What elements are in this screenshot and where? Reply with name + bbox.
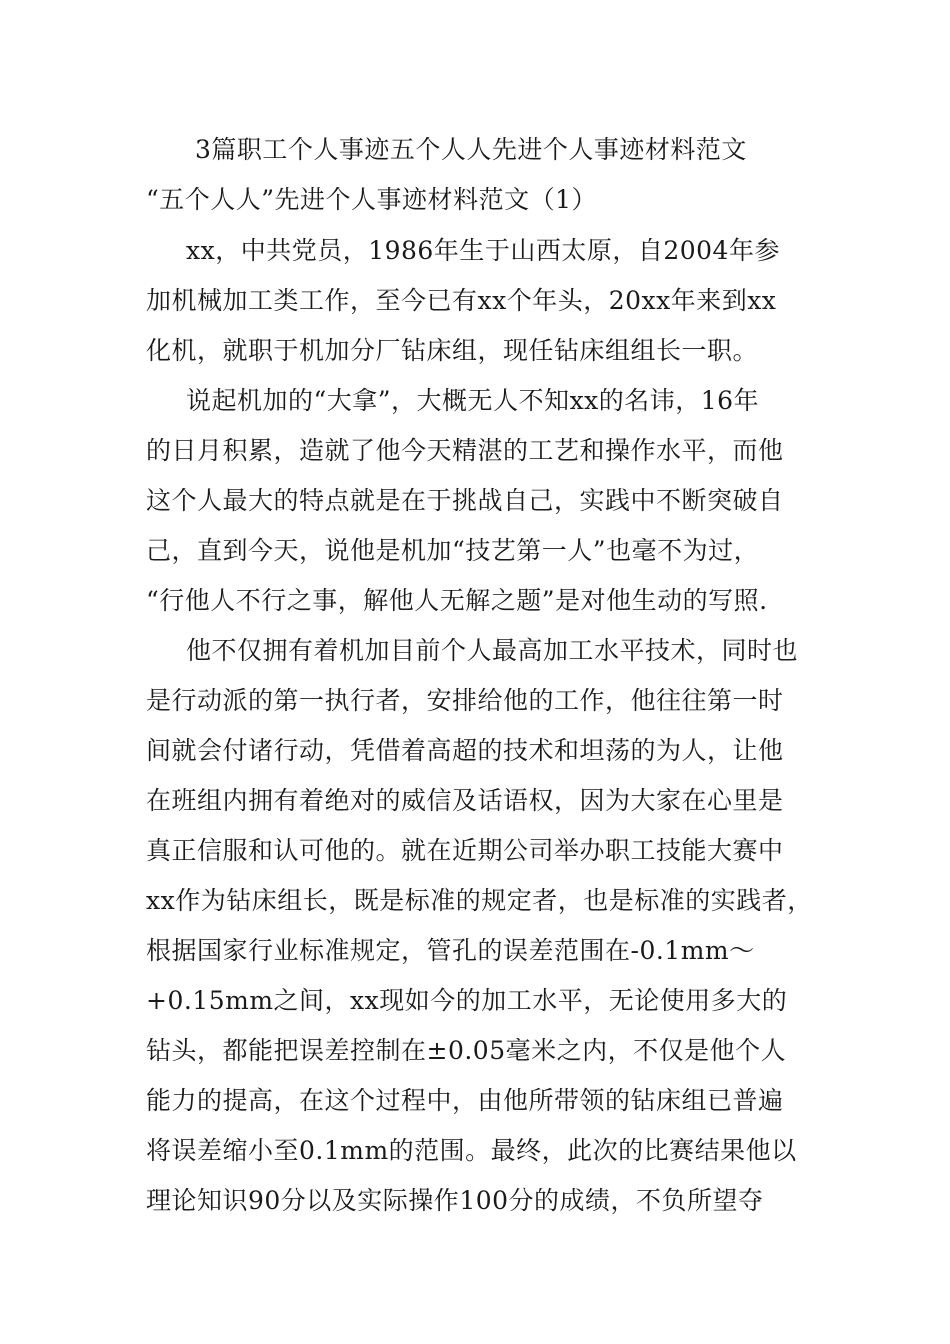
paragraph-line: 理论知识90分以及实际操作100分的成绩，不负所望夺 (146, 1186, 764, 1215)
paragraph-line: 化机，就职于机加分厂钻床组，现任钻床组组长一职。 (146, 336, 759, 365)
paragraph-line: 是行动派的第一执行者，安排给他的工作，他往往第一时 (146, 686, 784, 715)
paragraph-line: 加机械加工类工作，至今已有xx个年头，20xx年来到xx (146, 286, 777, 315)
paragraph-line: 根据国家行业标准规定，管孔的误差范围在-0.1mm～ (146, 936, 755, 965)
paragraph-line: 能力的提高，在这个过程中，由他所带领的钻床组已普遍 (146, 1086, 784, 1115)
paragraph-line: 己，直到今天，说他是机加“技艺第一人”也毫不为过， (146, 536, 760, 565)
paragraph-line: xx，中共党员，1986年生于山西太原，自2004年参 (186, 236, 780, 265)
paragraph-line: 真正信服和认可他的。就在近期公司举办职工技能大赛中 (146, 836, 784, 865)
paragraph-line: 他不仅拥有着机加目前个人最高加工水平技术，同时也 (186, 636, 799, 665)
paragraph-line: xx作为钻床组长，既是标准的规定者，也是标准的实践者， (146, 886, 813, 915)
paragraph-line: 这个人最大的特点就是在于挑战自己，实践中不断突破自 (146, 486, 784, 515)
document-title: 3篇职工个人事迹五个人人先进个人事迹材料范文 (195, 135, 747, 164)
paragraph-line: 间就会付诸行动，凭借着高超的技术和坦荡的为人，让他 (146, 736, 784, 765)
paragraph-line: 将误差缩小至0.1mm的范围。最终，此次的比赛结果他以 (146, 1136, 797, 1165)
paragraph-line: 的日月积累，造就了他今天精湛的工艺和操作水平，而他 (146, 436, 784, 465)
paragraph-line: 在班组内拥有着绝对的威信及话语权，因为大家在心里是 (146, 786, 784, 815)
paragraph-line: 钻头，都能把误差控制在±0.05毫米之内，不仅是他个人 (146, 1036, 787, 1065)
paragraph-line: “行他人不行之事，解他人无解之题”是对他生动的写照. (146, 586, 768, 615)
document-subtitle: “五个人人”先进个人事迹材料范文（1） (146, 185, 597, 214)
paragraph-line: +0.15mm之间，xx现如今的加工水平，无论使用多大的 (146, 986, 788, 1015)
paragraph-line: 说起机加的“大拿”，大概无人不知xx的名讳，16年 (186, 386, 760, 415)
